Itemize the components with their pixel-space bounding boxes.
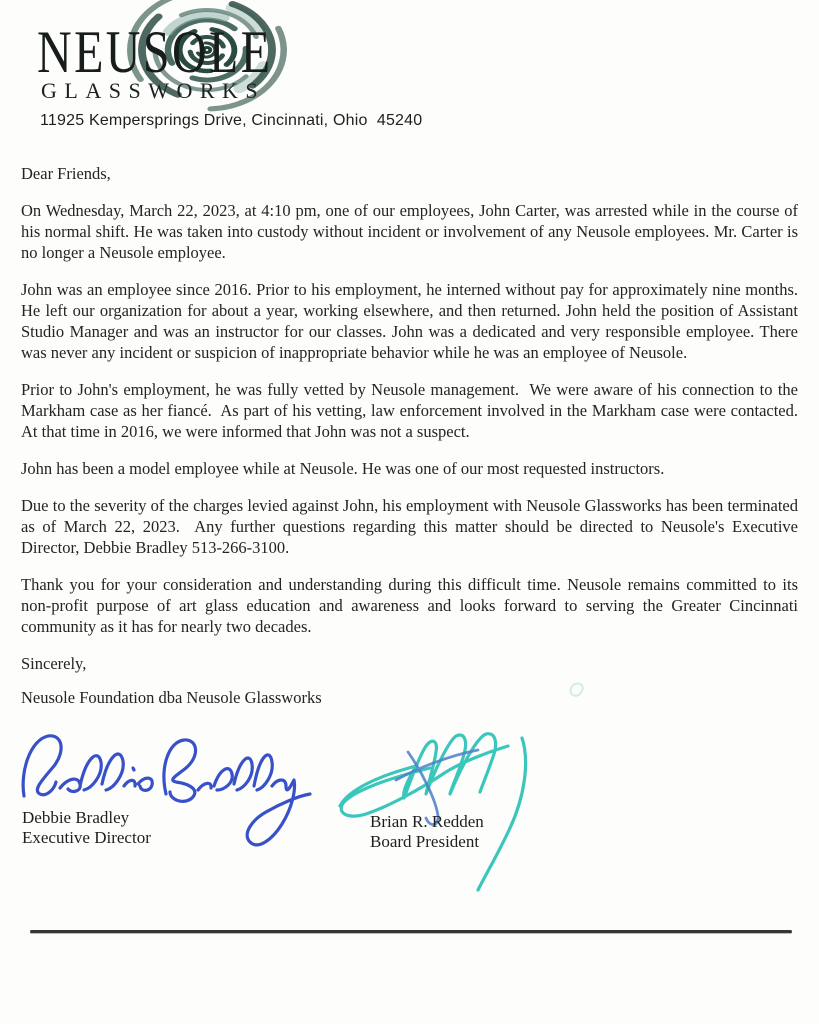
salutation: Dear Friends, (21, 164, 111, 183)
paragraph-4: John has been a model employee while at Neusole. He was one of our most requested instructors. (21, 459, 665, 478)
paragraph-3: Prior to John's employment, he was fully vetted by Neusole management. We were aware of his connection to the Markham case as her fiancé. As part of his vetting, law enforcement involved in the Markham case were contacted. At that time in 2016, we were informed that John was not a suspect. (21, 380, 803, 441)
signature-block (14, 728, 806, 908)
paragraph-6: Thank you for your consideration and understanding during this difficult time. Neusole remains committed to its non-profit purpose of art glass education and awareness and looks forward to serving the Greater Cincinnati community as it has for nearly two decades. (21, 575, 803, 636)
signatory-name: Debbie Bradley (22, 808, 130, 827)
letter-body (21, 163, 803, 708)
paragraph-1: On Wednesday, March 22, 2023, at 4:10 pm, one of our employees, John Carter, was arrested while in the course of his normal shift. He was taken into custody without incident or involvement of any Neusole employees. Mr. Carter is no longer a Neusole employee. (21, 201, 803, 262)
closing: Sincerely, (21, 654, 87, 673)
paragraph-5: Due to the severity of the charges levied against John, his employment with Neusole Glassworks has been terminated as of March 22, 2023. Any further questions regarding this matter should be directed to Neusole's Executive Director, Debbie Bradley 513-266-3100. (21, 496, 803, 557)
org-address: 11925 Kempersprings Drive, Cincinnati, Ohio 45240 (40, 112, 423, 129)
signatory-name: Brian R. Redden (370, 812, 484, 831)
signatory-left (22, 808, 151, 848)
org-name: NEUSOLE (37, 19, 273, 85)
org-subname: GLASSWORKS (41, 78, 266, 103)
signatory-title: Executive Director (22, 828, 151, 847)
signatory-title: Board President (370, 832, 480, 851)
paragraph-2: John was an employee since 2016. Prior to his employment, he interned without pay for approximately nine months. He left our organization for about a year, working elsewhere, and then returned. John held the position of Assistant Studio Manager and was an instructor for our classes. John was a dedicated and very responsible employee. There was never any incident or suspicion of inappropriate behavior while he was an employee of Neusole. (21, 280, 803, 362)
footer-divider (30, 930, 792, 933)
signature-org-line: Neusole Foundation dba Neusole Glassworks (21, 688, 322, 707)
signatory-right (370, 812, 484, 852)
